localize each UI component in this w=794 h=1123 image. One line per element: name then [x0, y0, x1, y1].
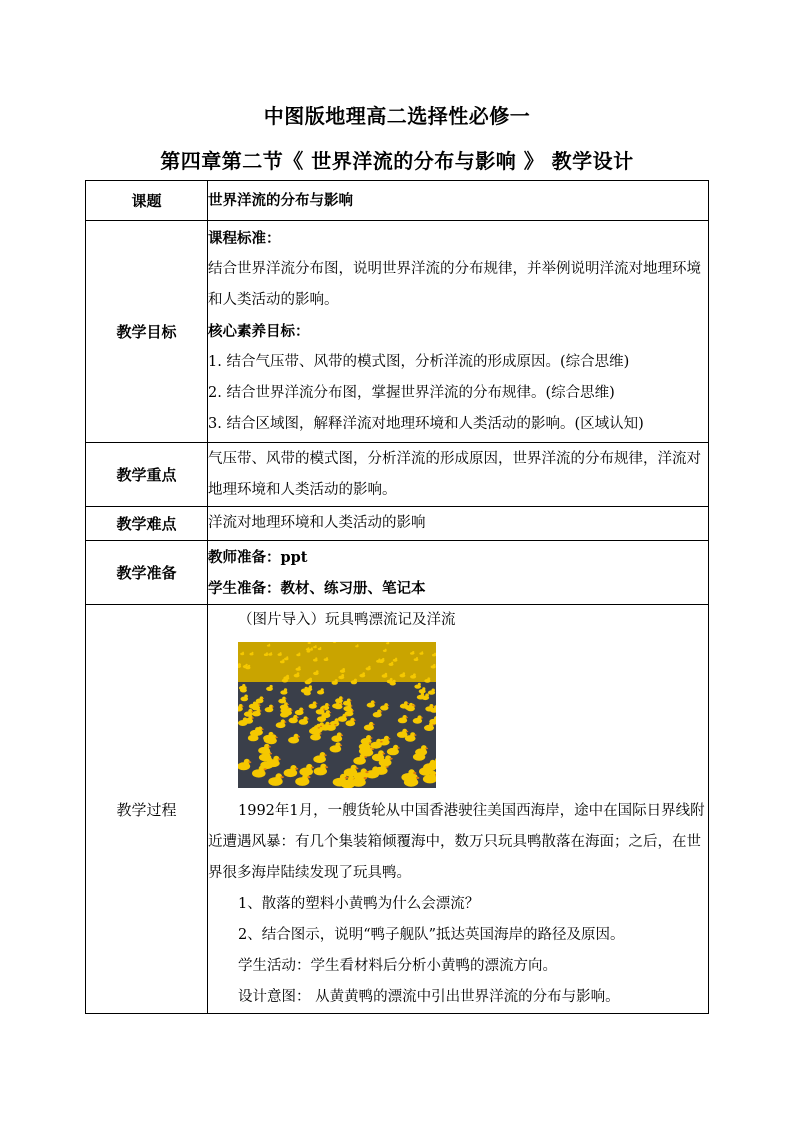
- objectives-label: 教学目标: [86, 221, 208, 443]
- student-activity: 学生活动：学生看材料后分析小黄鸭的漂流方向。: [238, 958, 557, 974]
- row-difficulties: [86, 507, 709, 541]
- design-intent: 设计意图： 从黄黄鸭的漂流中引出世界洋流的分布与影响。: [238, 989, 620, 1005]
- topic-value: 世界洋流的分布与影响: [208, 181, 709, 221]
- standard-heading: 课程标准：: [208, 230, 281, 247]
- key-points-value: 气压带、风带的模式图，分析洋流的形成原因，世界洋流的分布规律，洋流对地理环境和人类活动的影响。: [208, 443, 709, 507]
- lesson-plan-table: [85, 180, 709, 1014]
- objectives-content: [208, 221, 709, 443]
- objective-item-3: 3. 结合区域图，解释洋流对地理环境和人类活动的影响。(区域认知): [208, 416, 644, 432]
- row-objectives: [86, 221, 709, 443]
- key-points-label: 教学重点: [86, 443, 208, 507]
- row-process: [86, 605, 709, 1014]
- process-intro: （图片导入）玩具鸭漂流记及洋流: [238, 612, 456, 628]
- topic-label: 课题: [86, 181, 208, 221]
- document-subtitle: 第四章第二节《 世界洋流的分布与影响 》 教学设计: [160, 149, 634, 173]
- objective-item-2: 2. 结合世界洋流分布图，掌握世界洋流的分布规律。(综合思维): [208, 385, 615, 401]
- core-heading: 核心素养目标：: [208, 323, 310, 340]
- process-story: 1992年1月，一艘货轮从中国香港驶往美国西海岸，途中在国际日界线附近遭遇风暴：有几个集装箱倾覆海中，数万只玩具鸭散落在海面；之后，在世界很多海岸陆续发现了玩具鸭。: [208, 803, 705, 881]
- question-2: 2、结合图示，说明“鸭子舰队”抵达英国海岸的路径及原因。: [238, 927, 625, 943]
- row-key-points: [86, 443, 709, 507]
- objective-item-1: 1. 结合气压带、风带的模式图，分析洋流的形成原因。(综合思维): [208, 354, 630, 370]
- student-prep: 学生准备：教材、练习册、笔记本: [208, 579, 426, 597]
- difficulties-label: 教学难点: [86, 507, 208, 541]
- row-preparation: [86, 541, 709, 605]
- process-label: 教学过程: [86, 605, 208, 1014]
- row-topic: [86, 181, 709, 221]
- teacher-prep: 教师准备：ppt: [208, 548, 308, 566]
- process-content: [208, 605, 709, 1014]
- rubber-duck-photo: [238, 642, 436, 788]
- preparation-label: 教学准备: [86, 541, 208, 605]
- difficulties-value: 洋流对地理环境和人类活动的影响: [208, 507, 709, 541]
- document-title: 中图版地理高二选择性必修一: [263, 104, 531, 128]
- question-1: 1、散落的塑料小黄鸭为什么会漂流？: [238, 896, 480, 912]
- standard-text: 结合世界洋流分布图，说明世界洋流的分布规律，并举例说明洋流对地理环境和人类活动的影响。: [208, 261, 701, 308]
- preparation-content: [208, 541, 709, 605]
